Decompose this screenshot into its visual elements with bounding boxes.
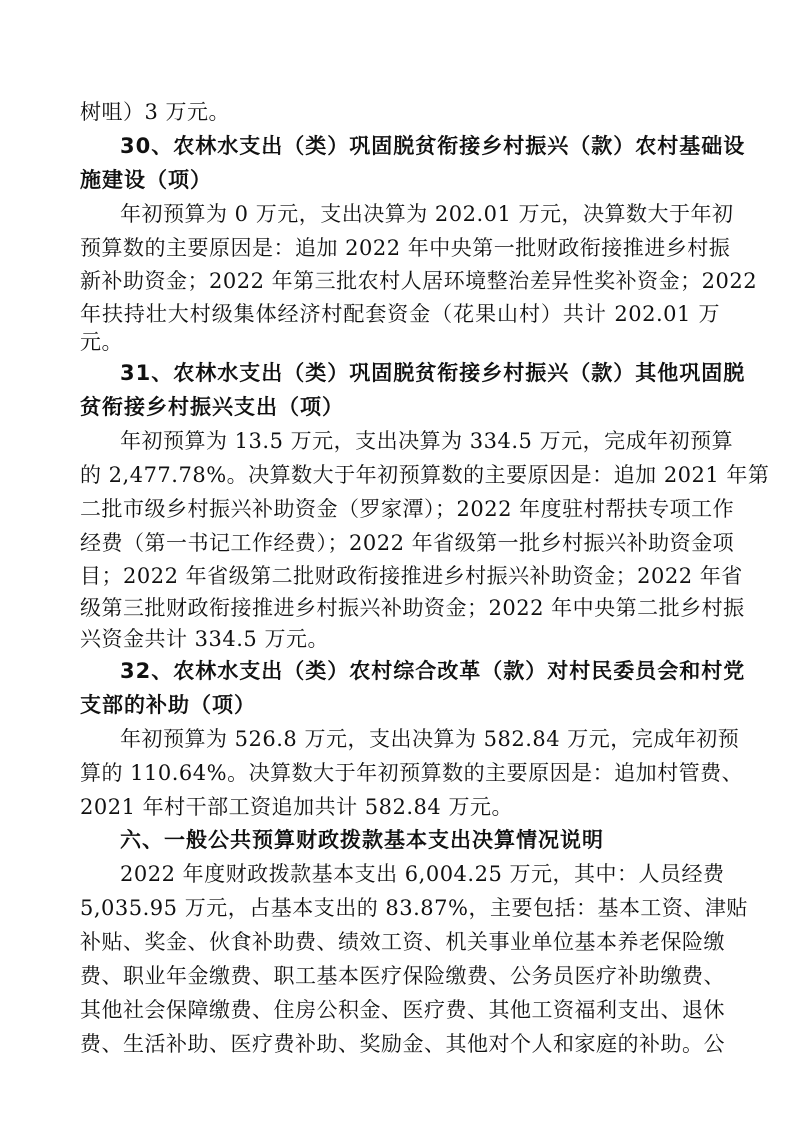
section-heading-31: 31、农林水支出（类）巩固脱贫衔接乡村振兴（款）其他巩固脱	[120, 361, 746, 385]
body-text-line: 费、生活补助、医疗费补助、奖励金、其他对个人和家庭的补助。公	[80, 1032, 725, 1056]
body-text-line: 级第三批财政衔接推进乡村振兴补助资金；2022 年中央第二批乡村振	[80, 596, 745, 620]
body-text-line: 算的 110.64%。决算数大于年初预算数的主要原因是：追加村管费、	[80, 761, 744, 785]
body-text-line: 预算数的主要原因是：追加 2022 年中央第一批财政衔接推进乡村振	[80, 236, 731, 260]
body-text-line: 年初预算为 13.5 万元，支出决算为 334.5 万元，完成年初预算	[120, 429, 734, 453]
body-text-line: 2021 年村干部工资追加共计 582.84 万元。	[80, 795, 513, 819]
section-heading-32-cont: 支部的补助（项）	[80, 693, 256, 717]
section-heading-31-cont: 贫衔接乡村振兴支出（项）	[80, 395, 344, 419]
section-heading-30: 30、农林水支出（类）巩固脱贫衔接乡村振兴（款）农村基础设	[120, 134, 746, 158]
section-heading-30-cont: 施建设（项）	[80, 168, 212, 192]
body-text-line: 新补助资金；2022 年第三批农村人居环境整治差异性奖补资金；2022	[80, 269, 758, 293]
body-text-line: 5,035.95 万元，占基本支出的 83.87%，主要包括：基本工资、津贴	[80, 896, 748, 920]
body-text-line: 年初预算为 0 万元，支出决算为 202.01 万元，决算数大于年初	[120, 202, 734, 226]
body-text-line: 经费（第一书记工作经费）；2022 年省级第一批乡村振兴补助资金项	[80, 531, 735, 555]
body-text-line: 其他社会保障缴费、住房公积金、医疗费、其他工资福利支出、退休	[80, 998, 725, 1022]
chapter-heading-6: 六、一般公共预算财政拨款基本支出决算情况说明	[120, 828, 604, 852]
body-text-line: 2022 年度财政拨款基本支出 6,004.25 万元，其中：人员经费	[120, 862, 725, 886]
body-text-line: 兴资金共计 334.5 万元。	[80, 627, 329, 651]
body-text-line: 年扶持壮大村级集体经济村配套资金（花果山村）共计 202.01 万	[80, 302, 720, 326]
section-heading-32: 32、农林水支出（类）农村综合改革（款）对村民委员会和村党	[120, 659, 746, 683]
body-text-line: 元。	[80, 330, 123, 354]
body-text-line: 的 2,477.78%。决算数大于年初预算数的主要原因是：追加 2021 年第	[80, 463, 770, 487]
body-text-line: 年初预算为 526.8 万元，支出决算为 582.84 万元，完成年初预	[120, 727, 740, 751]
body-text-line: 目；2022 年省级第二批财政衔接推进乡村振兴补助资金；2022 年省	[80, 564, 743, 588]
body-text-line: 树咀）3 万元。	[80, 100, 231, 124]
body-text-line: 二批市级乡村振兴补助资金（罗家潭）；2022 年度驻村帮扶专项工作	[80, 497, 735, 521]
body-text-line: 补贴、奖金、伙食补助费、绩效工资、机关事业单位基本养老保险缴	[80, 930, 725, 954]
body-text-line: 费、职业年金缴费、职工基本医疗保险缴费、公务员医疗补助缴费、	[80, 964, 725, 988]
